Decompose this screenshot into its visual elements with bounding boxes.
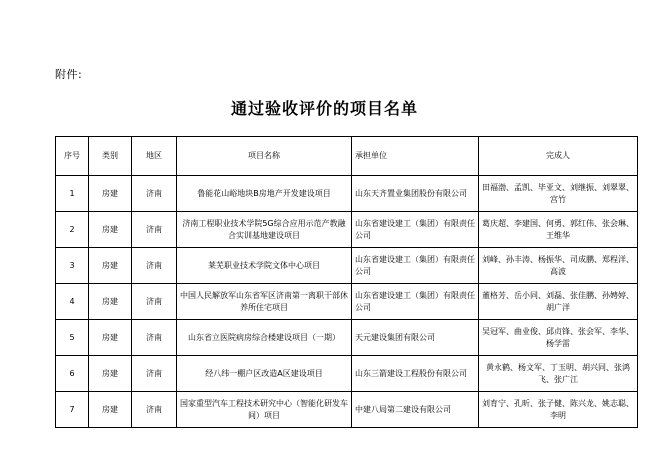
cell-project: 国家重型汽车工程技术研究中心（智能化研发车间）项目 bbox=[177, 392, 352, 428]
header-seq: 序号 bbox=[56, 137, 89, 176]
cell-project: 鲁能花山峪地块B房地产开发建设项目 bbox=[177, 176, 352, 212]
cell-region: 济南 bbox=[132, 392, 177, 428]
table-row bbox=[56, 212, 638, 248]
cell-people: 刘育宁、孔昕、张子健、陈兴龙、姚志聪、李明 bbox=[479, 392, 638, 428]
cell-region: 济南 bbox=[132, 176, 177, 212]
cell-people: 吴冠军、曲业俊、邱贞锋、张会军、李华、杨学雷 bbox=[479, 320, 638, 356]
table-header bbox=[56, 137, 638, 176]
cell-seq: 2 bbox=[56, 212, 89, 248]
cell-region: 济南 bbox=[132, 248, 177, 284]
cell-seq: 7 bbox=[56, 392, 89, 428]
cell-category: 房建 bbox=[89, 248, 132, 284]
cell-region: 济南 bbox=[132, 320, 177, 356]
cell-unit: 中建八局第二建设有限公司 bbox=[352, 392, 479, 428]
table-row bbox=[56, 284, 638, 320]
table-header-row bbox=[56, 137, 638, 176]
table-row bbox=[56, 356, 638, 392]
header-region: 地区 bbox=[132, 137, 177, 176]
cell-seq: 3 bbox=[56, 248, 89, 284]
cell-seq: 5 bbox=[56, 320, 89, 356]
cell-people: 董格芳、岳小同、刘磊、张佳鹏、孙娉婷、胡广洋 bbox=[479, 284, 638, 320]
cell-seq: 1 bbox=[56, 176, 89, 212]
cell-region: 济南 bbox=[132, 212, 177, 248]
cell-people: 刘峰、孙丰涛、杨振华、司成鹏、郑程洋、高波 bbox=[479, 248, 638, 284]
cell-unit: 山东天齐置业集团股份有限公司 bbox=[352, 176, 479, 212]
page-title: 通过验收评价的项目名单 bbox=[230, 99, 418, 118]
header-people: 完成人 bbox=[479, 137, 638, 176]
cell-region: 济南 bbox=[132, 284, 177, 320]
cell-category: 房建 bbox=[89, 212, 132, 248]
cell-people: 田福渤、孟凯、毕亚文、刘继振、刘翠翠、宫竹 bbox=[479, 176, 638, 212]
cell-project: 莱芜职业技术学院文体中心项目 bbox=[177, 248, 352, 284]
cell-category: 房建 bbox=[89, 284, 132, 320]
header-project-name: 项目名称 bbox=[177, 137, 352, 176]
table-row bbox=[56, 320, 638, 356]
cell-unit: 天元建设集团有限公司 bbox=[352, 320, 479, 356]
cell-region: 济南 bbox=[132, 356, 177, 392]
table-row bbox=[56, 176, 638, 212]
project-list-table bbox=[55, 136, 638, 428]
cell-project: 经八纬一棚户区改造A区建设项目 bbox=[177, 356, 352, 392]
header-unit: 承担单位 bbox=[352, 137, 479, 176]
cell-project: 山东省立医院病房综合楼建设项目（一期） bbox=[177, 320, 352, 356]
cell-category: 房建 bbox=[89, 392, 132, 428]
cell-people: 葛庆超、李建国、何勇、郭红伟、张会琳、王维华 bbox=[479, 212, 638, 248]
cell-unit: 山东省建设建工（集团）有限责任公司 bbox=[352, 212, 479, 248]
cell-unit: 山东三箭建设工程股份有限公司 bbox=[352, 356, 479, 392]
table-body bbox=[56, 176, 638, 428]
cell-unit: 山东省建设建工（集团）有限责任公司 bbox=[352, 248, 479, 284]
header-category: 类别 bbox=[89, 137, 132, 176]
cell-people: 黄永鹤、杨文军、丁玉明、胡兴同、张鸿飞、张广江 bbox=[479, 356, 638, 392]
cell-project: 中国人民解放军山东省军区济南第一离职干部休养所住宅项目 bbox=[177, 284, 352, 320]
cell-seq: 6 bbox=[56, 356, 89, 392]
cell-seq: 4 bbox=[56, 284, 89, 320]
cell-category: 房建 bbox=[89, 356, 132, 392]
cell-category: 房建 bbox=[89, 320, 132, 356]
attachment-label: 附件: bbox=[55, 68, 83, 81]
cell-project: 济南工程职业技术学院5G综合应用示范产教融合实训基地建设项目 bbox=[177, 212, 352, 248]
cell-unit: 山东省建设建工（集团）有限责任公司 bbox=[352, 284, 479, 320]
cell-category: 房建 bbox=[89, 176, 132, 212]
table-row bbox=[56, 248, 638, 284]
table-row bbox=[56, 392, 638, 428]
